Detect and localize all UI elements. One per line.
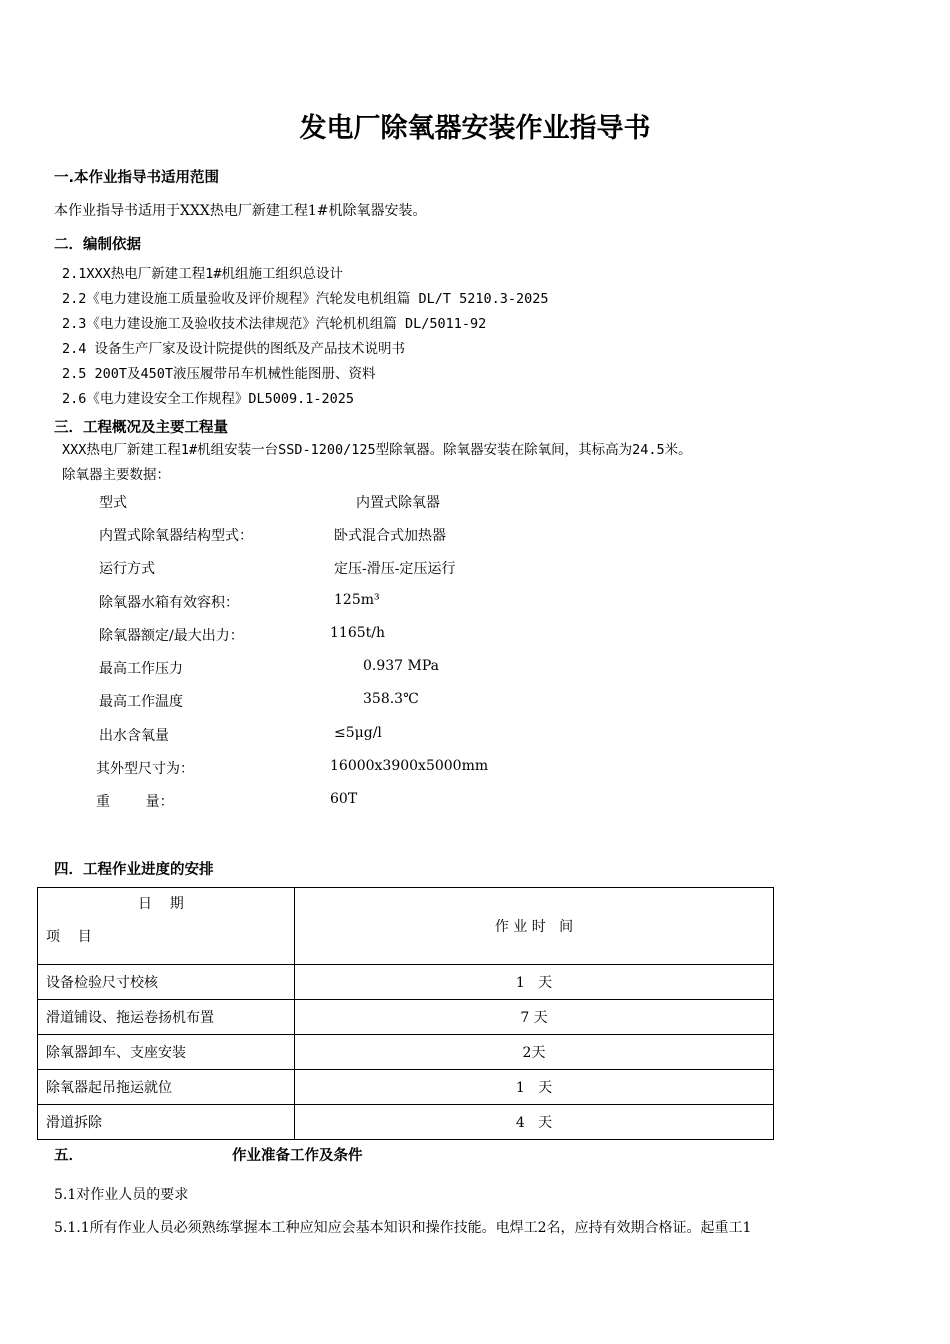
spec-label: 出水含氧量 xyxy=(99,728,169,744)
section-5-heading: 作业准备工作及条件 xyxy=(232,1148,363,1164)
spec-label: 最高工作温度 xyxy=(99,694,183,710)
section-1-text: 本作业指导书适用于XXX热电厂新建工程1#机除氧器安装。 xyxy=(54,203,427,219)
section-3-intro: XXX热电厂新建工程1#机组安装一台SSD-1200/125型除氧器。除氧器安装在除氧间，其标高为24.5米。 xyxy=(62,442,692,458)
duration-cell: 1 天 xyxy=(295,965,774,1000)
task-cell: 除氧器起吊拖运就位 xyxy=(38,1070,295,1105)
table-row xyxy=(38,1070,774,1105)
spec-value: 内置式除氧器 xyxy=(356,495,440,511)
schedule-table xyxy=(37,887,774,1140)
spec-value: 125m³ xyxy=(334,592,380,608)
table-row xyxy=(38,1105,774,1140)
spec-value: 0.937 MPa xyxy=(363,658,440,674)
spec-value: 358.3℃ xyxy=(363,691,419,707)
basis-item: 2.5 200T及450T液压履带吊车机械性能图册、资料 xyxy=(62,366,376,382)
section-3-heading: 三．工程概况及主要工程量 xyxy=(54,420,228,436)
duration-cell: 1 天 xyxy=(295,1070,774,1105)
task-cell: 滑道铺设、拖运卷扬机布置 xyxy=(38,1000,295,1035)
spec-label: 重 量： xyxy=(96,794,174,810)
section-2-heading: 二．编制依据 xyxy=(54,237,141,253)
spec-value: 卧式混合式加热器 xyxy=(334,528,446,544)
spec-value: 60T xyxy=(330,791,358,807)
spec-label: 其外型尺寸为： xyxy=(96,761,194,777)
spec-data-label: 除氧器主要数据： xyxy=(62,467,170,483)
subsection-5-1: 5.1对作业人员的要求 xyxy=(54,1187,189,1203)
spec-label: 型式 xyxy=(99,495,127,511)
spec-label: 内置式除氧器结构型式： xyxy=(99,528,253,544)
basis-item: 2.6《电力建设安全工作规程》DL5009.1-2025 xyxy=(62,391,355,407)
header-time-label: 作 业 时 间 xyxy=(295,888,774,965)
basis-item: 2.4 设备生产厂家及设计院提供的图纸及产品技术说明书 xyxy=(62,341,406,357)
spec-label: 最高工作压力 xyxy=(99,661,183,677)
table-row xyxy=(38,965,774,1000)
header-diagonal-cell xyxy=(38,888,295,965)
spec-value: 定压-滑压-定压运行 xyxy=(334,561,456,577)
table-row xyxy=(38,1000,774,1035)
section-4-heading: 四．工程作业进度的安排 xyxy=(54,862,214,878)
spec-label: 运行方式 xyxy=(99,561,155,577)
table-row xyxy=(38,1035,774,1070)
duration-cell: 7 天 xyxy=(295,1000,774,1035)
spec-value: 16000x3900x5000mm xyxy=(330,758,489,774)
subsection-5-1-1: 5.1.1所有作业人员必须熟练掌握本工种应知应会基本知识和操作技能。电焊工2名，应持有效期合格证。起重工1 xyxy=(54,1220,752,1236)
header-date-label: 日 期 xyxy=(138,896,184,912)
task-cell: 设备检验尺寸校核 xyxy=(38,965,295,1000)
spec-value: ≤5μg/l xyxy=(334,725,382,741)
basis-item: 2.3《电力建设施工及验收技术法律规范》汽轮机机组篇 DL/5011-92 xyxy=(62,316,487,332)
basis-item: 2.2《电力建设施工质量验收及评价规程》汽轮发电机组篇 DL/T 5210.3-2025 xyxy=(62,291,549,307)
page-title: 发电厂除氧器安装作业指导书 xyxy=(299,113,651,144)
section-5-number: 五． xyxy=(54,1148,83,1164)
spec-label: 除氧器额定/最大出力： xyxy=(99,628,244,644)
duration-cell: 4 天 xyxy=(295,1105,774,1140)
basis-item: 2.1XXX热电厂新建工程1#机组施工组织总设计 xyxy=(62,266,344,282)
task-cell: 滑道拆除 xyxy=(38,1105,295,1140)
table-header-row xyxy=(38,888,774,965)
task-cell: 除氧器卸车、支座安装 xyxy=(38,1035,295,1070)
section-1-heading: 一.本作业指导书适用范围 xyxy=(54,170,220,186)
spec-value: 1165t/h xyxy=(330,625,385,641)
header-item-label: 项 目 xyxy=(46,929,92,945)
spec-label: 除氧器水箱有效容积： xyxy=(99,595,239,611)
duration-cell: 2天 xyxy=(295,1035,774,1070)
